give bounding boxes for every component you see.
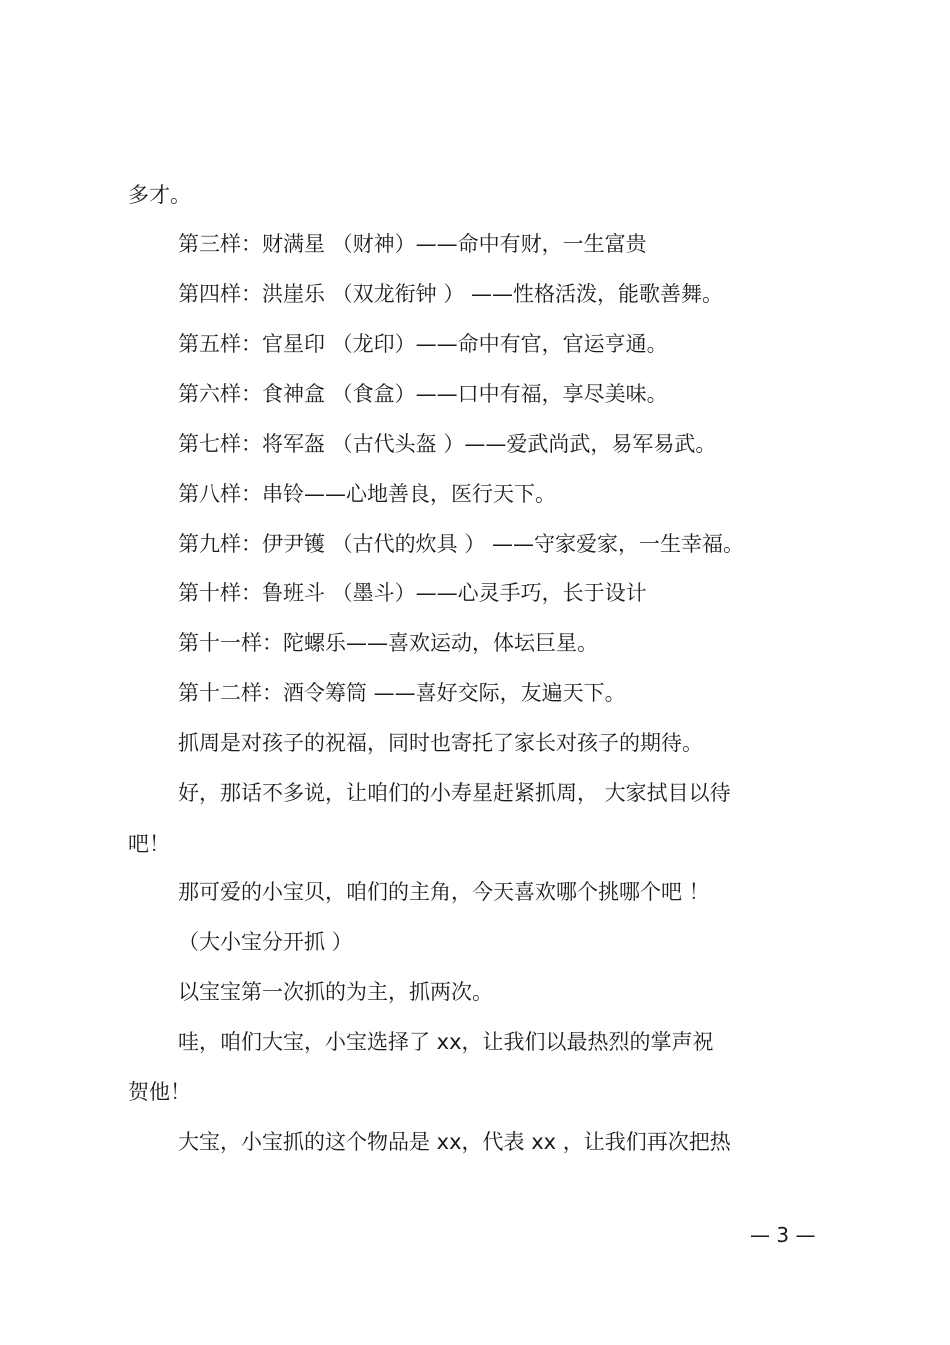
text-line-6: 第七样：将军盔 （古代头盔 ）——爱武尚武，易军易武。 <box>178 432 717 456</box>
text-line-12: 抓周是对孩子的祝福，同时也寄托了家长对孩子的期待。 <box>178 731 703 755</box>
text-line-2: 第三样：财满星 （财神）——命中有财，一生富贵 <box>178 232 647 256</box>
text-line-1: 多才。 <box>128 183 191 207</box>
text-line-16: （大小宝分开抓 ） <box>178 930 353 954</box>
text-line-5: 第六样：食神盒 （食盒）——口中有福，享尽美味。 <box>178 382 668 406</box>
text-line-8: 第九样：伊尹镬 （古代的炊具 ） ——守家爱家，一生幸福。 <box>178 532 745 556</box>
text-line-11: 第十二样：酒令筹筒 ——喜好交际，友遍天下。 <box>178 681 626 705</box>
text-line-9: 第十样：鲁班斗 （墨斗）——心灵手巧，长于设计 <box>178 581 647 605</box>
text-line-3: 第四样：洪崖乐 （双龙衔钟 ） ——性格活泼，能歌善舞。 <box>178 282 724 306</box>
text-line-17: 以宝宝第一次抓的为主，抓两次。 <box>178 980 493 1004</box>
text-line-20: 大宝，小宝抓的这个物品是 xx，代表 xx ，让我们再次把热 <box>178 1130 731 1154</box>
page-number: — 3 — <box>750 1223 816 1247</box>
text-line-4: 第五样：官星印 （龙印）——命中有官，官运亨通。 <box>178 332 668 356</box>
text-line-10: 第十一样：陀螺乐——喜欢运动，体坛巨星。 <box>178 631 598 655</box>
text-line-18: 哇，咱们大宝，小宝选择了 xx，让我们以最热烈的掌声祝 <box>178 1030 714 1054</box>
text-line-13: 好，那话不多说，让咱们的小寿星赶紧抓周， 大家拭目以待 <box>178 781 731 805</box>
text-line-19: 贺他！ <box>128 1080 191 1104</box>
text-line-14: 吧！ <box>128 832 170 856</box>
text-line-7: 第八样：串铃——心地善良，医行天下。 <box>178 482 556 506</box>
text-line-15: 那可爱的小宝贝，咱们的主角，今天喜欢哪个挑哪个吧 ！ <box>178 880 710 904</box>
